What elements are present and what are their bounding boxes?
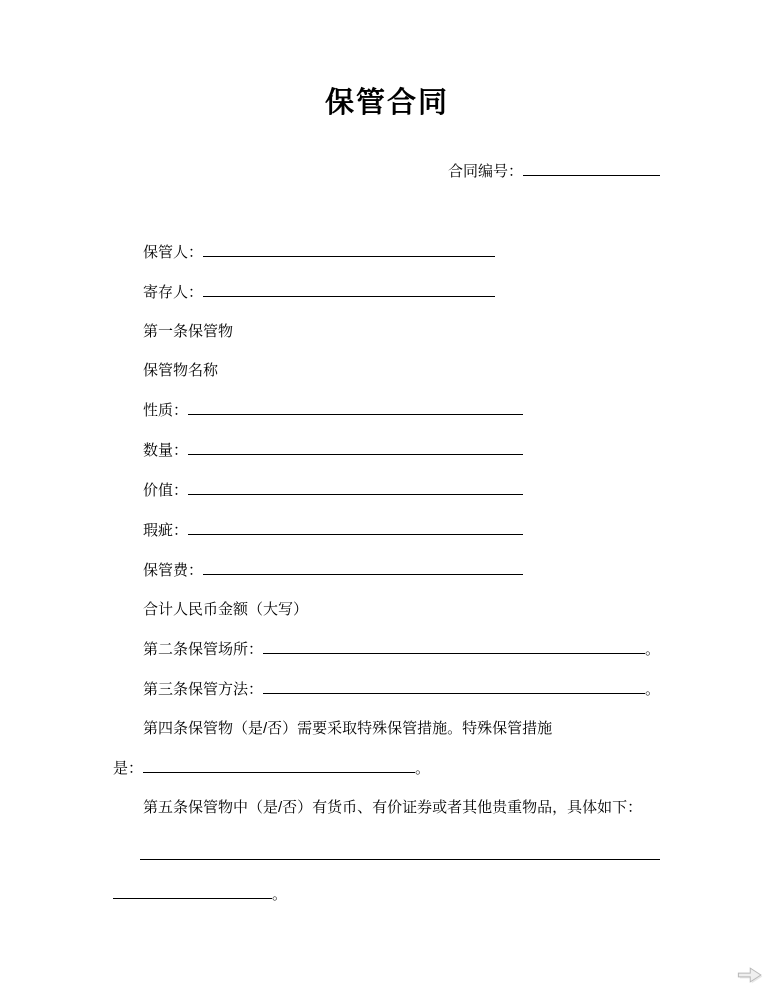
custodian-label: 保管人：	[143, 244, 204, 261]
contract-number-blank-line	[523, 161, 660, 176]
document-body	[0, 242, 774, 904]
article4-blank-line	[143, 758, 415, 773]
nature-row	[113, 400, 660, 420]
article3-row	[113, 679, 660, 699]
quantity-blank-line	[188, 440, 523, 455]
nature-label: 性质：	[143, 402, 189, 419]
depositor-row	[113, 282, 660, 302]
article2-blank-line	[263, 639, 645, 654]
article5-blank-row	[113, 845, 660, 864]
contract-number-row	[0, 161, 774, 181]
value-row	[113, 480, 660, 500]
document-title: 保管合同	[324, 87, 449, 119]
quantity-label: 数量：	[143, 442, 189, 459]
next-page-arrow-icon[interactable]	[734, 961, 764, 989]
article2-label: 第二条保管场所：	[143, 641, 264, 658]
article4-period: 。	[415, 760, 431, 777]
custodian-blank-line	[203, 242, 495, 257]
value-label: 价值：	[143, 482, 189, 499]
defect-blank-line	[188, 520, 523, 535]
fee-row	[113, 560, 660, 580]
article2-period: 。	[644, 641, 660, 658]
article4-yes-row	[113, 758, 660, 778]
nature-blank-line	[188, 400, 523, 415]
article5-blank-row-2	[113, 884, 660, 904]
article3-label: 第三条保管方法：	[143, 681, 264, 698]
item-name-row	[113, 361, 660, 380]
article5-blank-line-long	[140, 845, 660, 860]
article4-yes-label: 是：	[113, 760, 144, 777]
quantity-row	[113, 440, 660, 460]
total-amount-row	[113, 600, 660, 619]
depositor-blank-line	[203, 282, 495, 297]
article1-heading-row	[113, 322, 660, 341]
article5-text-row	[113, 798, 660, 817]
article3-blank-line	[263, 679, 645, 694]
article4-text: 第四条保管物（是/否）需要采取特殊保管措施。特殊保管措施	[143, 720, 553, 737]
defect-label: 瑕疵：	[143, 522, 189, 539]
total-amount-label: 合计人民币金额（大写）	[143, 601, 309, 618]
fee-blank-line	[203, 560, 523, 575]
article5-period: 。	[272, 886, 288, 903]
article5-text: 第五条保管物中（是/否）有货币、有价证券或者其他贵重物品，具体如下：	[143, 799, 643, 816]
article4-text-row	[113, 719, 660, 738]
value-blank-line	[188, 480, 523, 495]
article2-row	[113, 639, 660, 659]
defect-row	[113, 520, 660, 540]
article5-blank-line-short	[113, 884, 272, 899]
contract-number-label: 合同编号：	[447, 163, 523, 180]
fee-label: 保管费：	[143, 562, 204, 579]
depositor-label: 寄存人：	[143, 284, 204, 301]
item-name-label: 保管物名称	[143, 362, 219, 379]
article3-period: 。	[644, 681, 660, 698]
custodian-row	[113, 242, 660, 262]
article1-heading: 第一条保管物	[143, 323, 234, 340]
